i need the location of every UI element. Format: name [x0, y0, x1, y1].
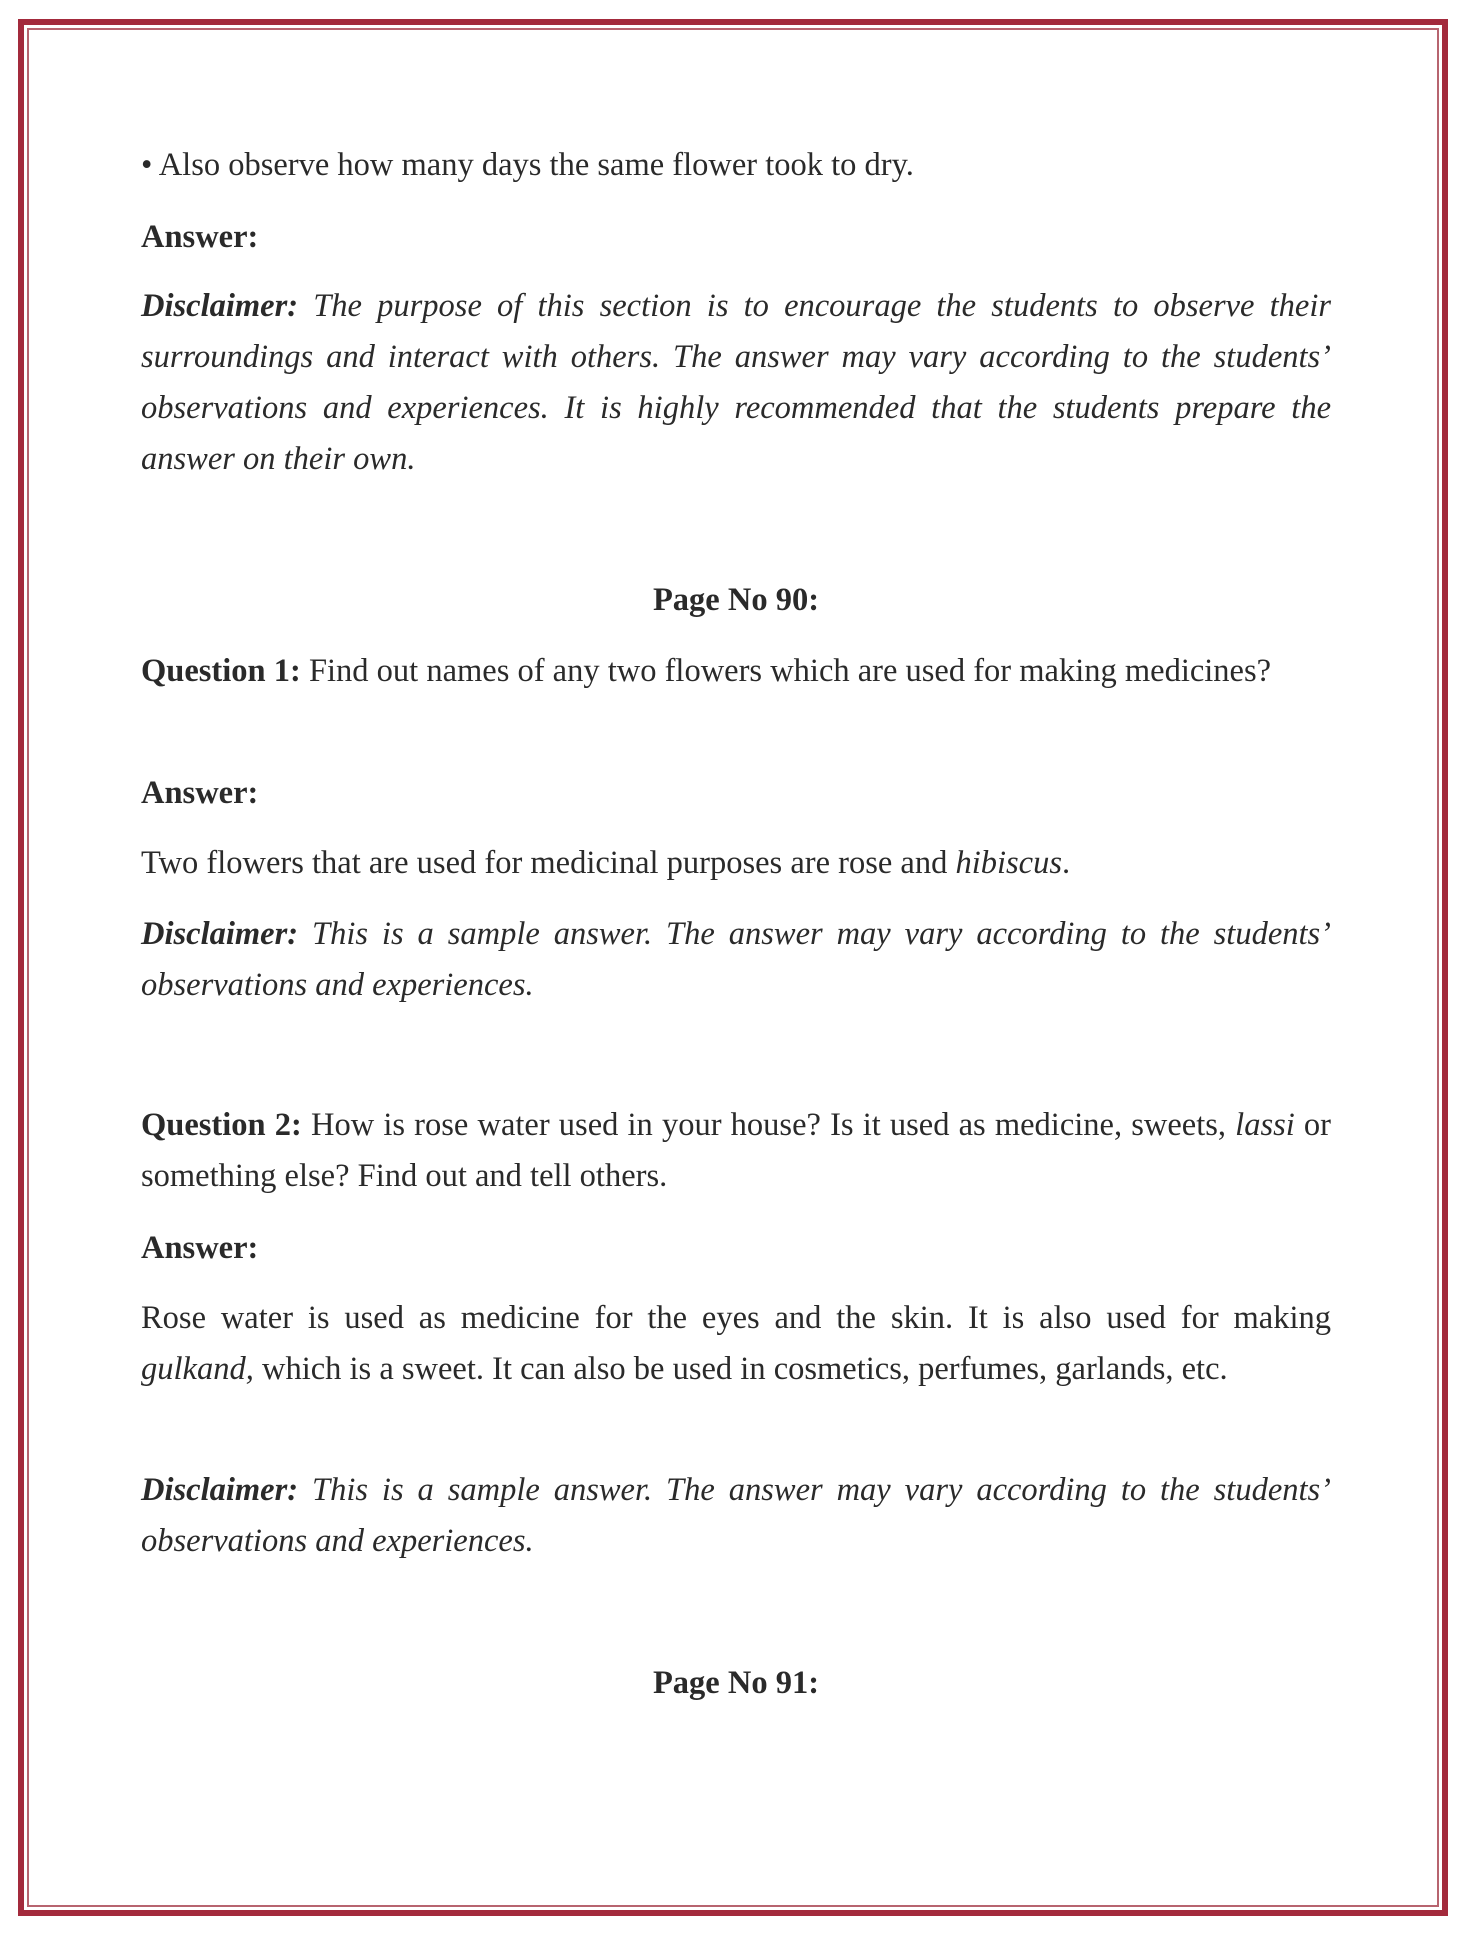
- question-label: Question 1:: [141, 653, 301, 689]
- answer-1: [141, 838, 1331, 889]
- disclaimer-paragraph: [141, 281, 1331, 485]
- question-label: Question 2:: [141, 1107, 302, 1143]
- answer-italic: gulkand,: [141, 1351, 254, 1387]
- page-heading-90: Page No 90:: [652, 582, 820, 618]
- disclaimer-text: This is a sample answer. The answer may vary according to the students’ observations and experiences.: [141, 916, 1332, 1003]
- page-heading-91: Page No 91:: [652, 1665, 820, 1701]
- disclaimer-label: Disclaimer:: [141, 288, 299, 324]
- answer-italic: hibiscus: [955, 845, 1062, 881]
- answer-text-end: which is a sweet. It can also be used in cosmetics, perfumes, garlands, etc.: [253, 1351, 1228, 1387]
- answer-text: Rose water is used as medicine for the eyes and the skin. It is also used for making: [141, 1300, 1331, 1336]
- disclaimer-text: This is a sample answer. The answer may vary according to the students’ observations and experiences.: [141, 1472, 1332, 1559]
- answer-2: [141, 1293, 1331, 1395]
- answer-punct: .: [1061, 845, 1071, 881]
- question-2: [141, 1100, 1331, 1202]
- question-text: How is rose water used in your house? Is it used as medicine, sweets,: [311, 1107, 1236, 1143]
- answer-label: Answer:: [141, 219, 259, 255]
- disclaimer-paragraph: [141, 1465, 1331, 1567]
- answer-label: Answer:: [141, 775, 259, 811]
- disclaimer-label: Disclaimer:: [141, 916, 299, 952]
- question-text-end: or something else? Find out and tell others.: [141, 1107, 1332, 1194]
- disclaimer-label: Disclaimer:: [141, 1472, 299, 1508]
- disclaimer-text: The purpose of this section is to encourage the students to observe their surroundings and interact with others. The answer may vary according to the students’ observations and experiences. It is highly recommended that the students prepare the answer on their own.: [141, 288, 1332, 477]
- disclaimer-paragraph: [141, 909, 1331, 1011]
- question-text: Find out names of any two flowers which are used for making medicines?: [308, 653, 1272, 689]
- bullet-item: • Also observe how many days the same flower took to dry.: [141, 147, 914, 183]
- answer-label: Answer:: [141, 1230, 259, 1266]
- answer-text: Two flowers that are used for medicinal purposes are rose and: [141, 845, 956, 881]
- question-1: [141, 646, 1331, 697]
- question-italic: lassi: [1235, 1107, 1295, 1143]
